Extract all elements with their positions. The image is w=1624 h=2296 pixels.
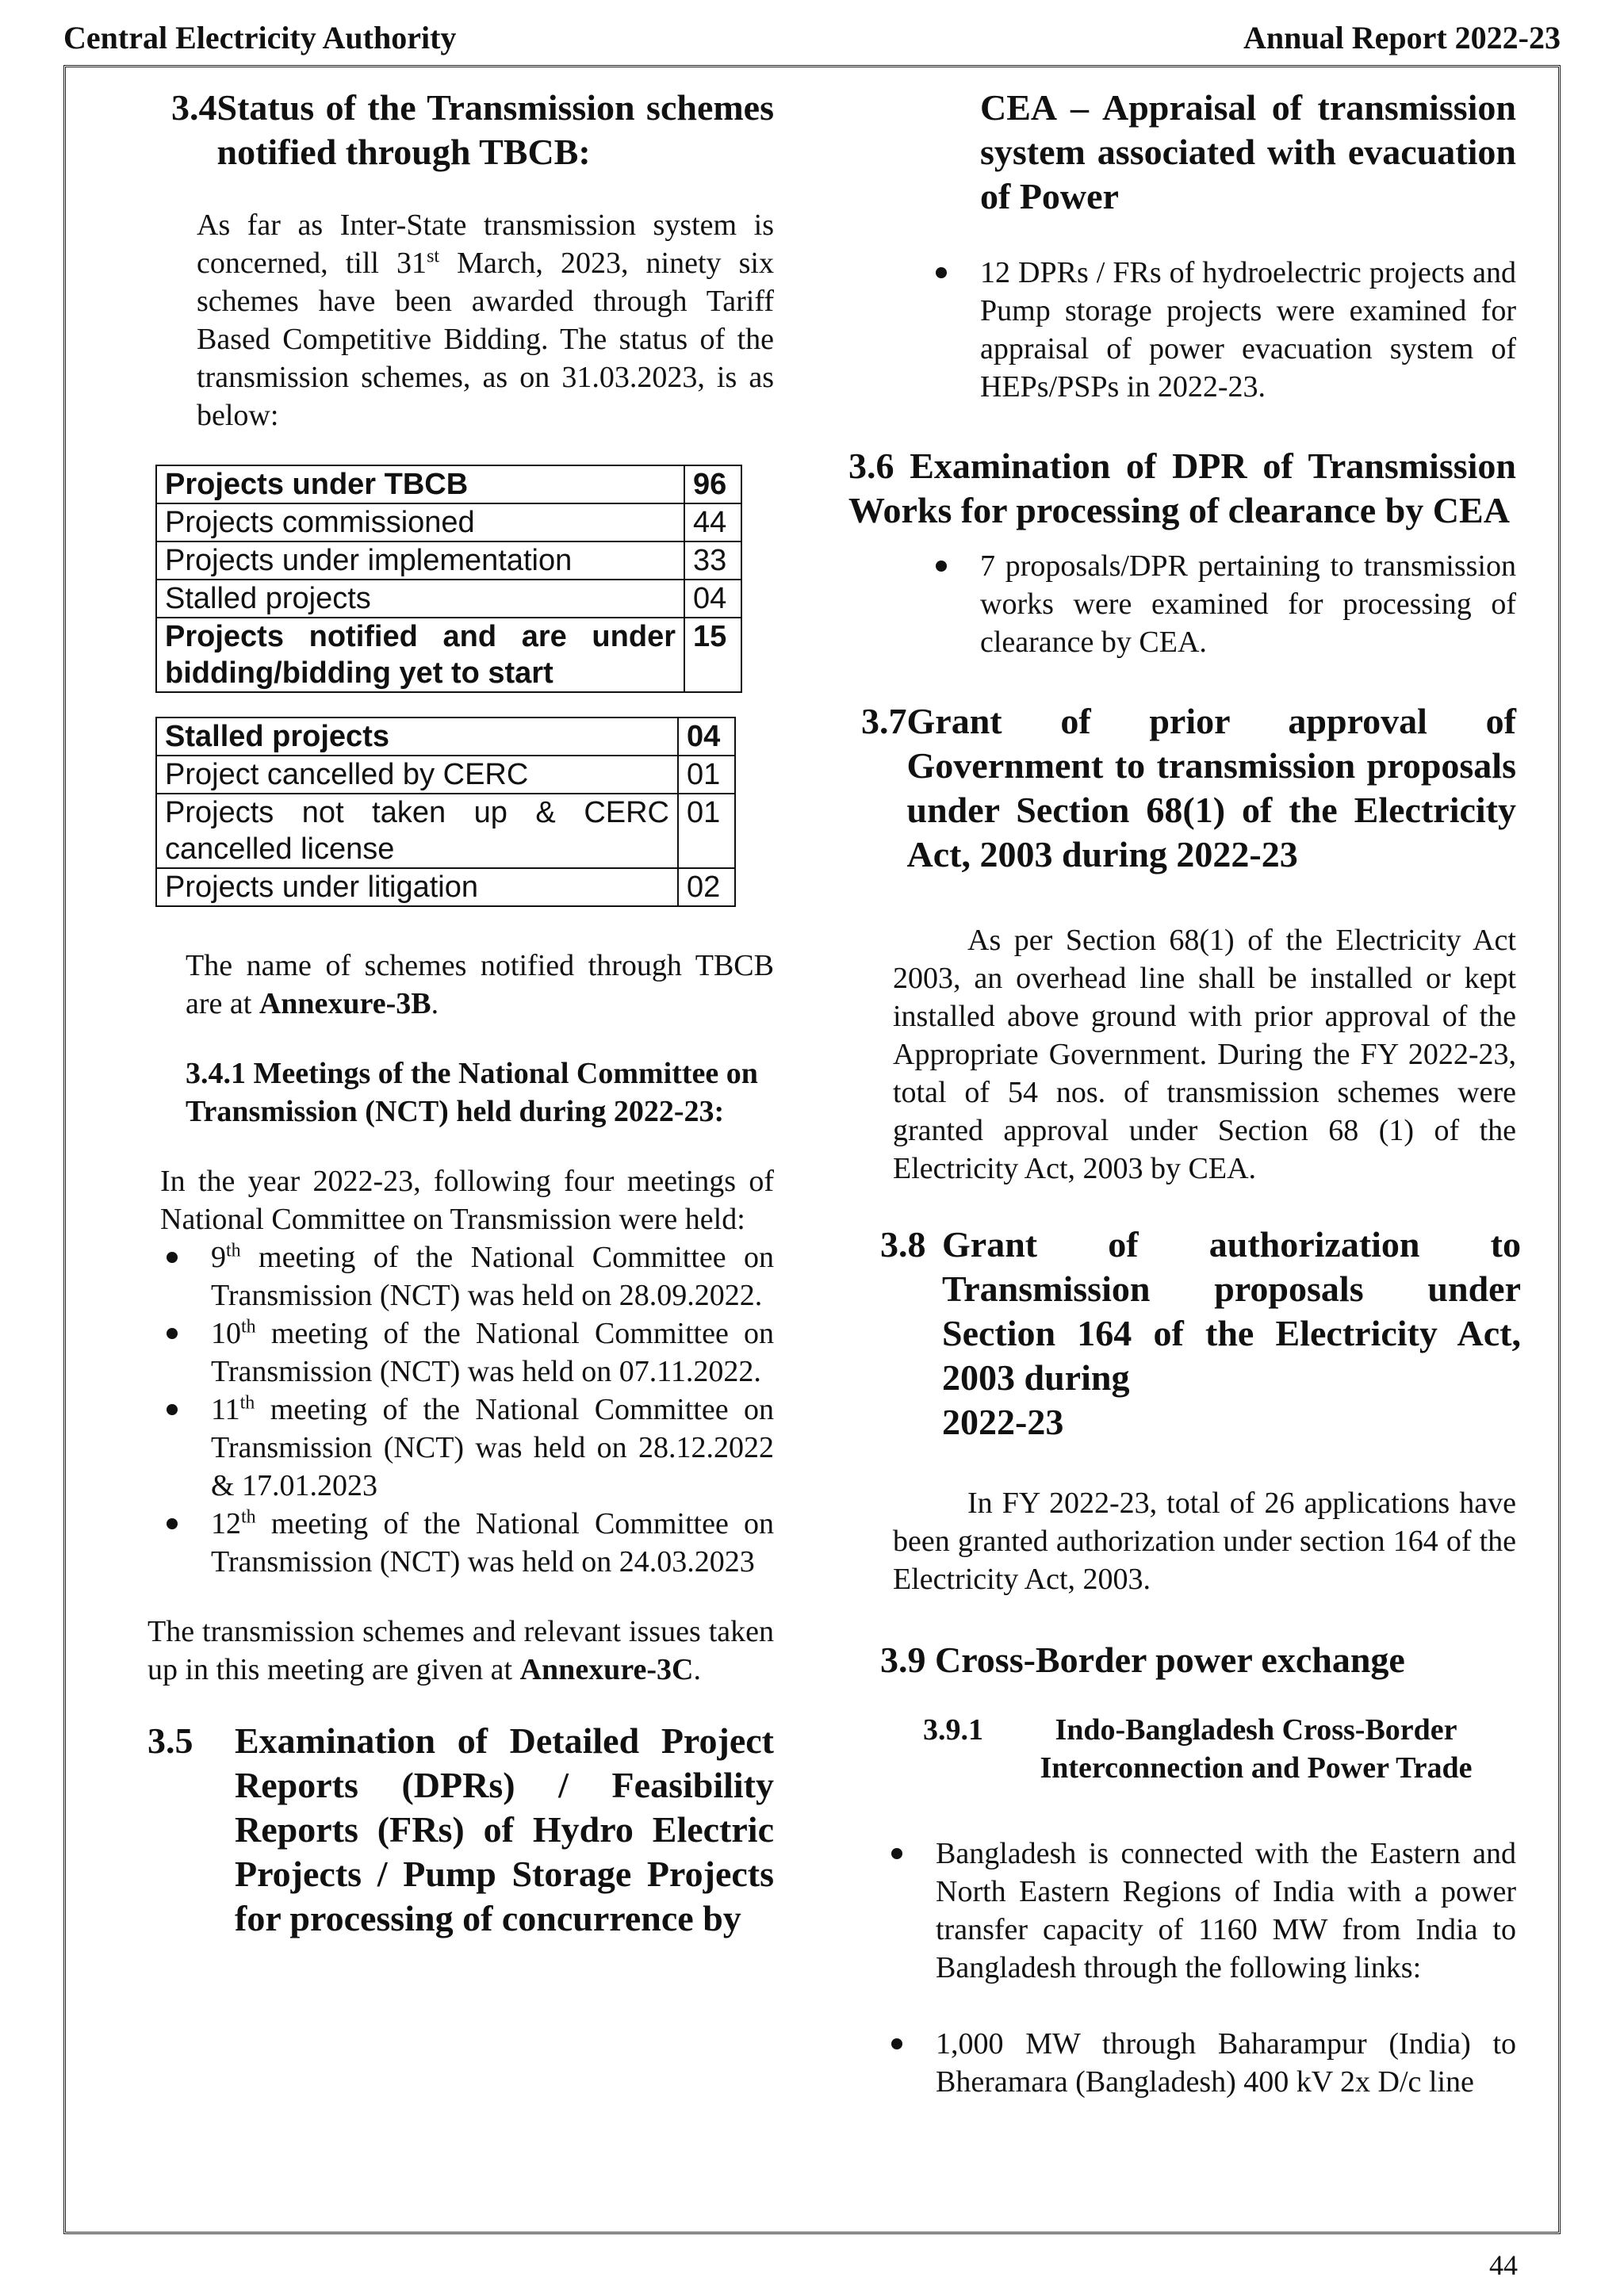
- section-title: Indo-Bangladesh Cross-Border Interconnection and Power Trade: [1040, 1713, 1473, 1785]
- section-3-5-heading-continued: CEA – Appraisal of transmission system associated with evacuation of Power: [980, 87, 1516, 216]
- right-column: [841, 86, 1522, 2101]
- bullet-icon: [167, 1328, 178, 1339]
- bullet-icon: [167, 1518, 178, 1529]
- table-cell-value: 02: [678, 868, 735, 906]
- list-item-text: Bangladesh is connected with the Eastern and North Eastern Regions of India with a power transfer capacity of 1160 MW from India to Bangladesh through the following links:: [936, 1837, 1516, 1984]
- list-item: [933, 547, 1516, 661]
- bullet-icon: [167, 1252, 178, 1263]
- table-cell-value: 04: [684, 580, 741, 618]
- annexure-reference: Annexure-3C: [519, 1653, 694, 1686]
- paragraph-text: .: [693, 1653, 701, 1686]
- meeting-number: 10: [211, 1317, 241, 1350]
- meeting-number: 12: [211, 1507, 241, 1540]
- section-number: 3.8: [880, 1224, 926, 1265]
- section-3-4-1-heading: 3.4.1 Meetings of the National Committee on Transmission (NCT) held during 2022-23:: [186, 1057, 758, 1128]
- table-cell-label: Stalled projects: [156, 718, 678, 756]
- superscript: th: [226, 1240, 241, 1261]
- section-3-5-bullets: [933, 254, 1516, 406]
- list-item: [885, 2025, 1516, 2101]
- section-number: 3.5: [147, 1720, 193, 1761]
- section-3-7-paragraph: As per Section 68(1) of the Electricity Act 2003, an overhead line shall be installed or kept installed above ground with prior approval of the Appropriate Government. During the FY 2022-23, total of 54 nos. of transmission schemes were granted approval under Section 68 (1) of the Electricity Act, 2003 by CEA.: [893, 924, 1516, 1185]
- table-cell-label: Projects under implementation: [156, 541, 684, 580]
- annexure-3c-paragraph: [147, 1613, 774, 1689]
- section-3-5-heading: [147, 1719, 774, 1941]
- table-row: [156, 756, 735, 794]
- list-item-text: meeting of the National Committee on Transmission (NCT) was held on 24.03.2023: [211, 1507, 774, 1578]
- list-item: [160, 1238, 774, 1314]
- table-cell-label: Projects under TBCB: [156, 465, 684, 503]
- section-3-8-heading: [880, 1223, 1521, 1445]
- section-number: 3.7: [861, 701, 907, 741]
- annexure-reference: Annexure-3B: [259, 987, 431, 1020]
- list-item: [160, 1314, 774, 1391]
- section-3-4-heading: [171, 86, 774, 174]
- list-item-text: 1,000 MW through Baharampur (India) to Bheramara (Bangladesh) 400 kV 2x D/c line: [936, 2027, 1516, 2099]
- section-title: [942, 1223, 1521, 1445]
- table-cell-value: 01: [678, 756, 735, 794]
- section-3-8-paragraph: In FY 2022-23, total of 26 applications have been granted authorization under section 164 of the Electricity Act, 2003.: [893, 1487, 1516, 1596]
- table-row: [156, 794, 735, 868]
- list-item: [160, 1391, 774, 1505]
- bullet-icon: [891, 1848, 902, 1859]
- table-cell-value: 44: [684, 503, 741, 541]
- section-number: 3.4: [171, 87, 217, 128]
- superscript: st: [427, 246, 440, 267]
- table-row: [156, 465, 741, 503]
- paragraph-text: As far as Inter-State transmission system is concerned, till 31: [197, 209, 774, 280]
- tbcb-intro-paragraph: [197, 206, 774, 434]
- table-cell-label: Project cancelled by CERC: [156, 756, 678, 794]
- superscript: th: [241, 1506, 256, 1528]
- list-item-text: meeting of the National Committee on Transmission (NCT) was held on 28.09.2022.: [211, 1241, 774, 1312]
- list-item-text: meeting of the National Committee on Transmission (NCT) was held on 28.12.2022 & 17.01.2023: [211, 1393, 774, 1502]
- table-cell-value: 96: [684, 465, 741, 503]
- meeting-number: 9: [211, 1241, 226, 1274]
- page-number: 44: [1489, 2249, 1518, 2281]
- paragraph-text: .: [431, 987, 439, 1020]
- table-row: [156, 580, 741, 618]
- bullet-icon: [891, 2038, 902, 2049]
- report-title-header: Annual Report 2022-23: [1243, 20, 1561, 55]
- paragraph-text: The name of schemes notified through TBCB are at: [186, 949, 774, 1020]
- table-row: [156, 503, 741, 541]
- list-item-text: meeting of the National Committee on Transmission (NCT) was held on 07.11.2022.: [211, 1317, 774, 1388]
- nct-intro-paragraph: In the year 2022-23, following four meetings of National Committee on Transmission were held:: [160, 1165, 774, 1236]
- nct-meetings-list: [160, 1238, 774, 1581]
- section-3-6-bullets: [933, 547, 1516, 661]
- table-row: [156, 718, 735, 756]
- list-item-text: 7 proposals/DPR pertaining to transmission works were examined for processing of clearance by CEA.: [980, 549, 1516, 659]
- section-title-text: Grant of authorization to Transmission proposals under Section 164 of the Electricity Act, 2003 during: [942, 1224, 1521, 1398]
- table-cell-label: Projects under litigation: [156, 868, 678, 906]
- stalled-projects-table: [155, 717, 736, 907]
- list-item: [933, 254, 1516, 406]
- table-row: [156, 618, 741, 692]
- section-3-6-heading: 3.6 Examination of DPR of Transmission Works for processing of clearance by CEA: [848, 446, 1516, 530]
- table-cell-value: 15: [684, 618, 741, 692]
- section-title-text: 2022-23: [942, 1402, 1064, 1442]
- list-item: [160, 1505, 774, 1581]
- section-3-7-heading: [861, 699, 1516, 877]
- section-3-9-heading: 3.9 Cross-Border power exchange: [880, 1640, 1405, 1680]
- report-org-header: Central Electricity Authority: [63, 20, 457, 55]
- table-row: [156, 868, 735, 906]
- section-title: Grant of prior approval of Government to transmission proposals under Section 68(1) of the Electricity Act, 2003 during 2022-23: [906, 701, 1516, 874]
- table-cell-label: Projects notified and are under bidding/bidding yet to start: [156, 618, 684, 692]
- paragraph-text: March, 2023, ninety six schemes have been awarded through Tariff Based Competitive Bidding. The status of the transmission schemes, as on 31.03.2023, is as below:: [197, 247, 774, 432]
- paragraph-text: The transmission schemes and relevant issues taken up in this meeting are given at: [147, 1615, 774, 1686]
- table-cell-label: Projects not taken up & CERC cancelled license: [156, 794, 678, 868]
- tbcb-status-table: [155, 465, 742, 693]
- section-title: Status of the Transmission schemes notified through TBCB:: [216, 87, 774, 172]
- table-cell-value: 01: [678, 794, 735, 868]
- table-cell-label: Projects commissioned: [156, 503, 684, 541]
- list-item-text: 12 DPRs / FRs of hydroelectric projects and Pump storage projects were examined for appraisal of power evacuation system of HEPs/PSPs in 2022-23.: [980, 256, 1516, 404]
- section-3-9-1-bullets: [885, 1835, 1516, 2101]
- superscript: th: [239, 1392, 255, 1414]
- table-cell-value: 04: [678, 718, 735, 756]
- section-3-9-1-heading: [923, 1711, 1478, 1787]
- table-cell-label: Stalled projects: [156, 580, 684, 618]
- list-item: [885, 1835, 1516, 1987]
- section-title: Examination of Detailed Project Reports (DPRs) / Feasibility Reports (FRs) of Hydro Electric Projects / Pump Storage Projects for processing of concurrence by: [235, 1720, 774, 1938]
- left-column: [147, 86, 774, 1941]
- superscript: th: [241, 1316, 256, 1337]
- meeting-number: 11: [211, 1393, 240, 1426]
- annexure-3b-paragraph: [186, 947, 774, 1023]
- table-cell-value: 33: [684, 541, 741, 580]
- bullet-icon: [167, 1404, 178, 1415]
- section-number: 3.9.1: [923, 1713, 983, 1747]
- table-row: [156, 541, 741, 580]
